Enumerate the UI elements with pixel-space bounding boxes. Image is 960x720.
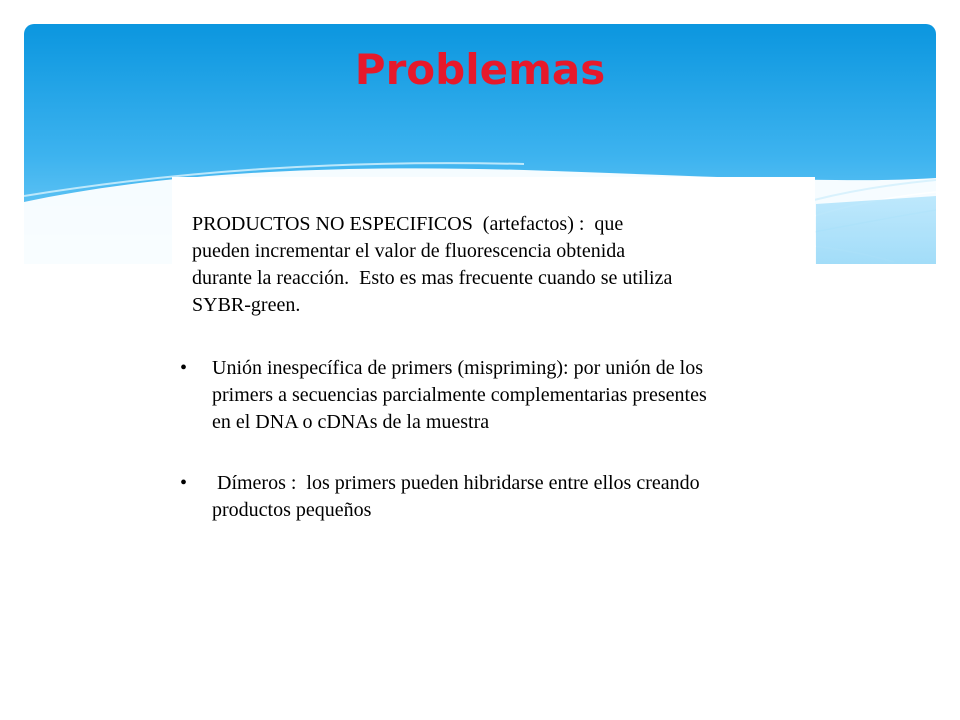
bullet-marker: • (180, 357, 188, 379)
bullet-line: Unión inespecífica de primers (mispriming): por unión de los (212, 357, 704, 379)
slide-title: Problemas (354, 45, 606, 94)
bullet-line: en el DNA o cDNAs de la muestra (212, 411, 490, 433)
intro-paragraph (192, 211, 802, 319)
bullet-line: primers a secuencias parcialmente complementarias presentes (212, 384, 707, 406)
intro-line: SYBR-green. (192, 294, 301, 316)
bullet-marker: • (180, 472, 188, 494)
content-box (172, 177, 815, 557)
bullet-text (212, 470, 812, 524)
bullet-text (212, 355, 812, 436)
bullet-line: Dímeros : los primers pueden hibridarse entre ellos creando (212, 472, 700, 494)
intro-line: pueden incrementar el valor de fluorescencia obtenida (192, 240, 626, 262)
bullet-line: productos pequeños (212, 499, 372, 521)
intro-line: durante la reacción. Esto es mas frecuente cuando se utiliza (192, 267, 673, 289)
intro-line: PRODUCTOS NO ESPECIFICOS (artefactos) : que (192, 213, 624, 235)
